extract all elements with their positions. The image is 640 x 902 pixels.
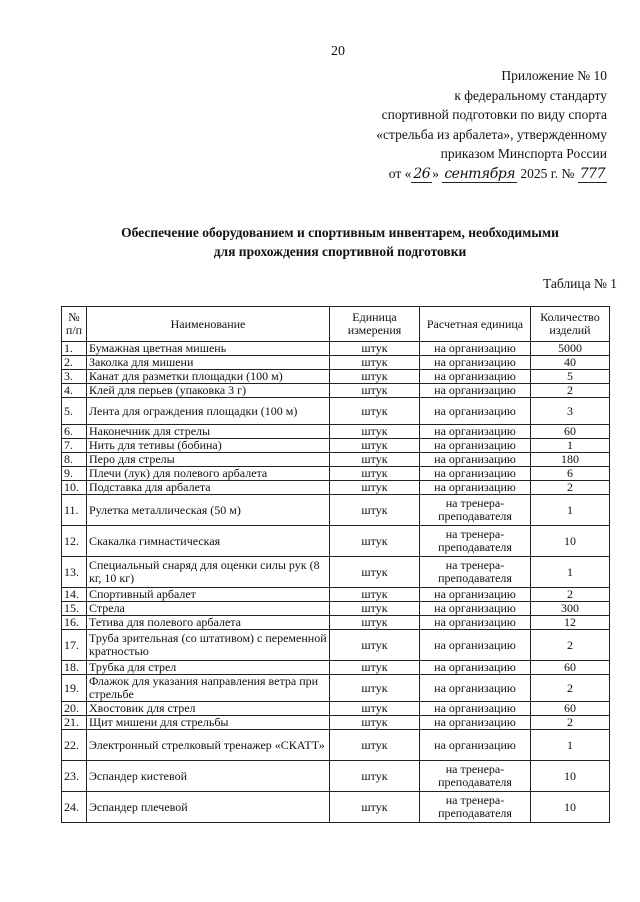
- cell-num: 6.: [62, 425, 87, 439]
- cell-calc: на организацию: [420, 675, 531, 702]
- table-row: [62, 588, 610, 602]
- cell-num: 23.: [62, 761, 87, 792]
- cell-num: 5.: [62, 398, 87, 425]
- cell-calc: на организацию: [420, 481, 531, 495]
- date-prefix: от «: [388, 165, 412, 181]
- table-row: [62, 526, 610, 557]
- cell-unit: штук: [330, 661, 420, 675]
- date-day-handwritten: 26: [413, 165, 431, 182]
- cell-calc: на организацию: [420, 425, 531, 439]
- appendix-block: [307, 66, 607, 183]
- cell-qty: 2: [531, 588, 610, 602]
- cell-qty: 2: [531, 716, 610, 730]
- cell-num: 13.: [62, 557, 87, 588]
- cell-unit: штук: [330, 453, 420, 467]
- cell-unit: штук: [330, 342, 420, 356]
- cell-num: 18.: [62, 661, 87, 675]
- cell-num: 14.: [62, 588, 87, 602]
- cell-qty: 10: [531, 792, 610, 823]
- table-row: [62, 453, 610, 467]
- cell-num: 3.: [62, 370, 87, 384]
- cell-calc: на организацию: [420, 630, 531, 661]
- cell-calc: на организацию: [420, 661, 531, 675]
- table-row: [62, 616, 610, 630]
- cell-num: 4.: [62, 384, 87, 398]
- header-unit: Единица измерения: [330, 307, 420, 342]
- cell-qty: 2: [531, 630, 610, 661]
- cell-num: 19.: [62, 675, 87, 702]
- cell-name: Подставка для арбалета: [87, 481, 330, 495]
- cell-name: Электронный стрелковый тренажер «СКАТТ»: [87, 730, 330, 761]
- cell-name: Труба зрительная (со штативом) с переменной кратностью: [87, 630, 330, 661]
- table-row: [62, 467, 610, 481]
- document-title: [40, 223, 640, 261]
- cell-name: Наконечник для стрелы: [87, 425, 330, 439]
- cell-qty: 3: [531, 398, 610, 425]
- cell-qty: 60: [531, 702, 610, 716]
- cell-num: 7.: [62, 439, 87, 453]
- cell-calc: на организацию: [420, 439, 531, 453]
- cell-unit: штук: [330, 370, 420, 384]
- cell-qty: 1: [531, 439, 610, 453]
- cell-name: Нить для тетивы (бобина): [87, 439, 330, 453]
- cell-qty: 60: [531, 425, 610, 439]
- table-row: [62, 602, 610, 616]
- header-num: № п/п: [62, 307, 87, 342]
- cell-unit: штук: [330, 716, 420, 730]
- cell-unit: штук: [330, 467, 420, 481]
- cell-calc: на организацию: [420, 730, 531, 761]
- cell-calc: на тренера-преподавателя: [420, 495, 531, 526]
- cell-qty: 1: [531, 730, 610, 761]
- cell-name: Спортивный арбалет: [87, 588, 330, 602]
- cell-name: Хвостовик для стрел: [87, 702, 330, 716]
- cell-qty: 10: [531, 526, 610, 557]
- cell-num: 8.: [62, 453, 87, 467]
- cell-num: 24.: [62, 792, 87, 823]
- cell-num: 20.: [62, 702, 87, 716]
- header-qty: Количество изделий: [531, 307, 610, 342]
- cell-name: Тетива для полевого арбалета: [87, 616, 330, 630]
- cell-calc: на тренера-преподавателя: [420, 792, 531, 823]
- cell-name: Бумажная цветная мишень: [87, 342, 330, 356]
- cell-num: 17.: [62, 630, 87, 661]
- cell-qty: 6: [531, 467, 610, 481]
- cell-unit: штук: [330, 616, 420, 630]
- appendix-line: спортивной подготовки по виду спорта: [381, 107, 607, 122]
- cell-unit: штук: [330, 792, 420, 823]
- cell-qty: 1: [531, 495, 610, 526]
- order-date-line: [307, 164, 607, 184]
- cell-calc: на организацию: [420, 342, 531, 356]
- cell-unit: штук: [330, 602, 420, 616]
- appendix-line: к федеральному стандарту: [454, 87, 607, 103]
- cell-calc: на организацию: [420, 370, 531, 384]
- table-row: [62, 630, 610, 661]
- cell-qty: 300: [531, 602, 610, 616]
- cell-unit: штук: [330, 425, 420, 439]
- cell-calc: на тренера-преподавателя: [420, 557, 531, 588]
- cell-qty: 10: [531, 761, 610, 792]
- cell-unit: штук: [330, 557, 420, 588]
- cell-name: Лента для ограждения площадки (100 м): [87, 398, 330, 425]
- cell-name: Эспандер кистевой: [87, 761, 330, 792]
- cell-qty: 2: [531, 481, 610, 495]
- cell-num: 12.: [62, 526, 87, 557]
- appendix-line: «стрельба из арбалета», утвержденному: [376, 126, 607, 142]
- cell-calc: на организацию: [420, 467, 531, 481]
- cell-num: 10.: [62, 481, 87, 495]
- cell-qty: 40: [531, 356, 610, 370]
- cell-unit: штук: [330, 439, 420, 453]
- cell-name: Клей для перьев (упаковка 3 г): [87, 384, 330, 398]
- page-number: 20: [331, 44, 345, 59]
- cell-calc: на организацию: [420, 384, 531, 398]
- cell-unit: штук: [330, 384, 420, 398]
- cell-num: 15.: [62, 602, 87, 616]
- order-number-handwritten: 777: [579, 165, 605, 182]
- title-line: Обеспечение оборудованием и спортивным инвентарем, необходимыми: [121, 225, 559, 240]
- cell-unit: штук: [330, 495, 420, 526]
- cell-name: Рулетка металлическая (50 м): [87, 495, 330, 526]
- cell-name: Щит мишени для стрельбы: [87, 716, 330, 730]
- cell-qty: 2: [531, 675, 610, 702]
- date-year: 2025 г. №: [520, 165, 575, 181]
- appendix-line: приказом Минспорта России: [440, 146, 607, 161]
- table-row: [62, 730, 610, 761]
- cell-unit: штук: [330, 730, 420, 761]
- table-row: [62, 398, 610, 425]
- cell-unit: штук: [330, 630, 420, 661]
- header-name: Наименование: [87, 307, 330, 342]
- cell-qty: 60: [531, 661, 610, 675]
- cell-unit: штук: [330, 526, 420, 557]
- cell-calc: на организацию: [420, 716, 531, 730]
- table-row: [62, 439, 610, 453]
- cell-unit: штук: [330, 481, 420, 495]
- table-row: [62, 356, 610, 370]
- cell-unit: штук: [330, 356, 420, 370]
- cell-qty: 5000: [531, 342, 610, 356]
- table-row: [62, 661, 610, 675]
- cell-num: 21.: [62, 716, 87, 730]
- table-row: [62, 425, 610, 439]
- cell-name: Эспандер плечевой: [87, 792, 330, 823]
- cell-num: 11.: [62, 495, 87, 526]
- cell-unit: штук: [330, 675, 420, 702]
- cell-name: Плечи (лук) для полевого арбалета: [87, 467, 330, 481]
- table-row: [62, 370, 610, 384]
- cell-unit: штук: [330, 761, 420, 792]
- date-month-handwritten: сентября: [444, 165, 515, 182]
- cell-num: 1.: [62, 342, 87, 356]
- table-header-row: [62, 307, 610, 342]
- cell-unit: штук: [330, 588, 420, 602]
- table-row: [62, 716, 610, 730]
- cell-num: 16.: [62, 616, 87, 630]
- cell-unit: штук: [330, 702, 420, 716]
- cell-calc: на организацию: [420, 616, 531, 630]
- cell-name: Трубка для стрел: [87, 661, 330, 675]
- cell-name: Скакалка гимнастическая: [87, 526, 330, 557]
- cell-qty: 180: [531, 453, 610, 467]
- table-row: [62, 761, 610, 792]
- date-separator: »: [432, 165, 439, 181]
- title-line: для прохождения спортивной подготовки: [213, 244, 467, 259]
- cell-name: Стрела: [87, 602, 330, 616]
- cell-qty: 12: [531, 616, 610, 630]
- table-row: [62, 557, 610, 588]
- cell-qty: 5: [531, 370, 610, 384]
- cell-name: Перо для стрелы: [87, 453, 330, 467]
- cell-num: 2.: [62, 356, 87, 370]
- table-row: [62, 495, 610, 526]
- table-row: [62, 481, 610, 495]
- cell-num: 9.: [62, 467, 87, 481]
- table-row: [62, 702, 610, 716]
- table-row: [62, 675, 610, 702]
- header-calc: Расчетная единица: [420, 307, 531, 342]
- cell-qty: 2: [531, 384, 610, 398]
- cell-unit: штук: [330, 398, 420, 425]
- cell-calc: на организацию: [420, 453, 531, 467]
- cell-qty: 1: [531, 557, 610, 588]
- appendix-line: Приложение № 10: [501, 68, 607, 83]
- cell-calc: на организацию: [420, 702, 531, 716]
- equipment-table: [61, 306, 610, 823]
- cell-name: Канат для разметки площадки (100 м): [87, 370, 330, 384]
- table-row: [62, 384, 610, 398]
- table-label: Таблица № 1: [543, 276, 617, 291]
- cell-calc: на тренера-преподавателя: [420, 526, 531, 557]
- table-row: [62, 342, 610, 356]
- cell-calc: на организацию: [420, 602, 531, 616]
- cell-name: Специальный снаряд для оценки силы рук (8 кг, 10 кг): [87, 557, 330, 588]
- cell-calc: на организацию: [420, 588, 531, 602]
- cell-num: 22.: [62, 730, 87, 761]
- cell-calc: на тренера-преподавателя: [420, 761, 531, 792]
- table-row: [62, 792, 610, 823]
- cell-calc: на организацию: [420, 356, 531, 370]
- cell-calc: на организацию: [420, 398, 531, 425]
- cell-name: Флажок для указания направления ветра при стрельбе: [87, 675, 330, 702]
- cell-name: Заколка для мишени: [87, 356, 330, 370]
